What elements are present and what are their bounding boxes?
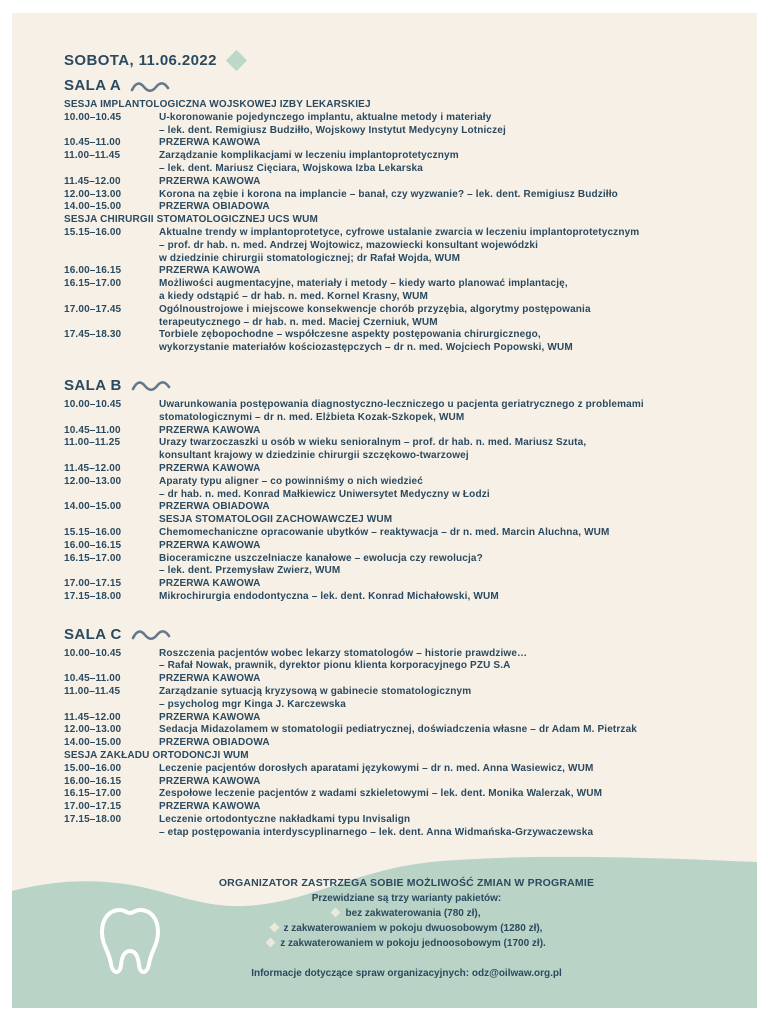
talk-line: PRZERWA KAWOWA (159, 462, 261, 474)
schedule-row (64, 737, 729, 750)
talk-line: PRZERWA KAWOWA (159, 775, 261, 787)
schedule-row (64, 801, 729, 814)
talk-description (159, 578, 729, 591)
talk-line: PRZERWA KAWOWA (159, 673, 261, 685)
talk-line: terapeutycznego – dr hab. n. med. Maciej Czerniuk, WUM (159, 316, 438, 328)
schedule-row (64, 686, 729, 712)
schedule-row (64, 476, 729, 502)
talk-description (159, 399, 729, 425)
talk-line: PRZERWA KAWOWA (159, 539, 261, 551)
talk-time: 10.45–11.00 (64, 424, 121, 436)
schedule-row (64, 578, 729, 591)
talk-line: – lek. dent. Remigiusz Budziłło, Wojskowy Instytut Medycyny Lotniczej (159, 124, 506, 136)
schedule-row (64, 463, 729, 476)
schedule-row (64, 425, 729, 438)
talk-time: 10.00–10.45 (64, 111, 122, 123)
schedule-row (64, 814, 729, 840)
talk-description (159, 227, 729, 265)
talk-line: Zespołowe leczenie pacjentów z wadami szkieletowymi – lek. dent. Monika Walerzak, WUM (159, 788, 603, 800)
talk-description (159, 137, 729, 150)
talk-description (159, 329, 729, 355)
schedule-row (64, 437, 729, 463)
talk-time: 17.00–17.15 (64, 578, 122, 590)
talk-description (159, 673, 729, 686)
rooms-list (64, 77, 729, 840)
schedule-row (64, 189, 729, 202)
contact-info: Informacje dotyczące spraw organizacyjnych: odz@oilwaw.org.pl (251, 968, 562, 979)
talk-line: Zarządzanie sytuacją kryzysową w gabinecie stomatologicznym (159, 686, 472, 698)
talk-time: 16.15–17.00 (64, 788, 122, 800)
diamond-bullet-icon (269, 923, 279, 933)
talk-description (159, 814, 729, 840)
session-heading: SESJA STOMATOLOGII ZACHOWAWCZEJ WUM (159, 514, 393, 526)
schedule-row (64, 591, 729, 604)
packages-intro: Przewidziane są trzy warianty pakietów: (311, 893, 502, 904)
package-item (56, 921, 757, 936)
wave-squiggle-icon (131, 379, 171, 393)
talk-time: 10.45–11.00 (64, 137, 121, 149)
schedule-row (64, 112, 729, 138)
talk-line: PRZERWA KAWOWA (159, 711, 261, 723)
schedule-row (64, 540, 729, 553)
talk-time: 11.45–12.00 (64, 175, 121, 187)
talk-time: 16.15–17.00 (64, 278, 122, 290)
package-label: z zakwaterowaniem w pokoju jednoosobowym (1700 zł). (280, 938, 546, 949)
talk-time: 14.00–15.00 (64, 737, 122, 749)
talk-time: 11.45–12.00 (64, 462, 121, 474)
talk-description (159, 476, 729, 502)
talk-time: 11.00–11.45 (64, 686, 121, 698)
talk-time: 17.15–18.00 (64, 814, 122, 826)
talk-line: Aktualne trendy w implantoprotetyce, cyfrowe ustalanie zwarcia w leczeniu implantoprotetycznym (159, 226, 640, 238)
talk-line: U-koronowanie pojedynczego implantu, aktualne metody i materiały (159, 111, 492, 123)
talk-line: – etap postępowania interdyscyplinarnego – lek. dent. Anna Widmańska-Grzywaczewska (159, 826, 594, 838)
schedule-row (64, 227, 729, 265)
diamond-bullet-icon (331, 908, 341, 918)
room-title (64, 626, 729, 643)
schedule-row (64, 673, 729, 686)
room-schedule (64, 399, 729, 604)
talk-line: PRZERWA KAWOWA (159, 424, 261, 436)
diamond-icon (226, 50, 247, 71)
talk-time: 11.45–12.00 (64, 711, 121, 723)
talk-line: – dr hab. n. med. Konrad Małkiewicz Uniwersytet Medyczny w Łodzi (159, 488, 490, 500)
talk-time: 16.15–17.00 (64, 552, 122, 564)
talk-line: wykorzystanie materiałów kościozastępczych – dr n. med. Wojciech Popowski, WUM (159, 342, 573, 354)
talk-description (159, 112, 729, 138)
talk-time: 15.15–16.00 (64, 226, 122, 238)
footer (12, 856, 757, 1008)
schedule-row (64, 788, 729, 801)
talk-description (159, 553, 729, 579)
schedule-row (64, 724, 729, 737)
talk-line: stomatologicznymi – dr n. med. Elżbieta Kozak-Szkopek, WUM (159, 411, 465, 423)
talk-line: a kiedy odstąpić – dr hab. n. med. Kornel Krasny, WUM (159, 290, 428, 302)
schedule-row (64, 763, 729, 776)
talk-line: Chemomechaniczne opracowanie ubytków – reaktywacja – dr n. med. Marcin Aluchna, WUM (159, 526, 610, 538)
talk-description (159, 176, 729, 189)
talk-line: Torbiele zębopochodne – współczesne aspekty postępowania chirurgicznego, (159, 329, 541, 341)
talk-line: PRZERWA OBIADOWA (159, 737, 270, 749)
schedule-row (64, 712, 729, 725)
schedule-row (64, 329, 729, 355)
talk-time: 10.00–10.45 (64, 647, 122, 659)
room-section (64, 77, 729, 355)
schedule-row (64, 278, 729, 304)
talk-line: PRZERWA KAWOWA (159, 801, 261, 813)
talk-description (159, 540, 729, 553)
talk-line: – lek. dent. Mariusz Cięciara, Wojskowa Izba Lekarska (159, 162, 423, 174)
talk-line: PRZERWA KAWOWA (159, 578, 261, 590)
talk-description (159, 437, 729, 463)
package-label: bez zakwaterowania (780 zł), (345, 908, 481, 919)
session-heading: SESJA IMPLANTOLOGICZNA WOJSKOWEJ IZBY LEKARSKIEJ (64, 99, 371, 110)
talk-line: – prof. dr hab. n. med. Andrzej Wojtowicz, mazowiecki konsultant wojewódzki (159, 239, 539, 251)
room-name: SALA A (64, 77, 122, 94)
room-schedule (64, 99, 729, 355)
talk-time: 11.00–11.25 (64, 437, 121, 449)
talk-description (159, 801, 729, 814)
talk-line: PRZERWA OBIADOWA (159, 501, 270, 513)
room-section (64, 377, 729, 604)
wave-squiggle-icon (130, 80, 170, 94)
talk-line: Możliwości augmentacyjne, materiały i metody – kiedy warto planować implantację, (159, 278, 568, 290)
talk-line: – Rafał Nowak, prawnik, dyrektor pionu klienta korporacyjnego PZU S.A (159, 660, 511, 672)
schedule-row (64, 776, 729, 789)
schedule-row (64, 399, 729, 425)
room-schedule (64, 648, 729, 840)
organizer-notice: ORGANIZATOR ZASTRZEGA SOBIE MOŻLIWOŚĆ ZMIAN W PROGRAMIE (218, 877, 595, 889)
talk-time: 17.15–18.00 (64, 590, 122, 602)
talk-time: 12.00–13.00 (64, 475, 122, 487)
talk-time: 10.00–10.45 (64, 398, 122, 410)
schedule-row (64, 265, 729, 278)
talk-time: 12.00–13.00 (64, 188, 122, 200)
talk-line: Leczenie ortodontyczne nakładkami typu Invisalign (159, 814, 411, 826)
program-card (12, 13, 757, 1008)
schedule-row (64, 176, 729, 189)
session-heading: SESJA CHIRURGII STOMATOLOGICZNEJ UCS WUM (64, 214, 318, 226)
talk-line: Urazy twarzoczaszki u osób w wieku senioralnym – prof. dr hab. n. med. Mariusz Szuta, (159, 437, 587, 449)
talk-line: Bioceramiczne uszczelniacze kanałowe – ewolucja czy rewolucja? (159, 552, 483, 564)
talk-line: w dziedzinie chirurgii stomatologicznej; dr Rafał Wojda, WUM (159, 252, 461, 264)
talk-description (159, 425, 729, 438)
talk-time: 14.00–15.00 (64, 501, 122, 513)
talk-time: 11.00–11.45 (64, 150, 121, 162)
talk-line: konsultant krajowy w dziedzinie chirurgii szczękowo-twarzowej (159, 450, 469, 462)
date-text: SOBOTA, 11.06.2022 (64, 52, 217, 69)
wave-squiggle-icon (131, 628, 171, 642)
room-name: SALA B (64, 376, 122, 394)
package-item (56, 936, 757, 951)
talk-description (159, 201, 729, 214)
schedule-row (64, 150, 729, 176)
talk-time: 17.45–18.30 (64, 329, 122, 341)
talk-description (159, 463, 729, 476)
talk-description (159, 591, 729, 604)
talk-description (159, 712, 729, 725)
talk-line: Zarządzanie komplikacjami w leczeniu implantoprotetycznym (159, 150, 459, 162)
packages-list (56, 906, 757, 951)
room-title (64, 77, 729, 94)
talk-line: Korona na zębie i korona na implancie – banał, czy wyzwanie? – lek. dent. Remigiusz Budziłło (159, 188, 618, 200)
talk-time: 15.00–16.00 (64, 762, 122, 774)
talk-time: 16.00–16.15 (64, 775, 122, 787)
session-heading: SESJA ZAKŁADU ORTODONCJI WUM (64, 750, 249, 762)
diamond-bullet-icon (266, 938, 276, 948)
talk-line: Ogólnoustrojowe i miejscowe konsekwencje chorób przyzębia, algorytmy postępowania (159, 303, 591, 315)
talk-line: Mikrochirurgia endodontyczna – lek. dent. Konrad Michałowski, WUM (159, 590, 499, 602)
talk-description (159, 686, 729, 712)
room-name: SALA C (64, 625, 122, 643)
talk-description (159, 189, 729, 202)
talk-time: 16.00–16.15 (64, 539, 122, 551)
program-content (12, 13, 757, 840)
talk-time: 16.00–16.15 (64, 265, 122, 277)
talk-description (159, 150, 729, 176)
talk-time: 12.00–13.00 (64, 724, 122, 736)
talk-description (159, 265, 729, 278)
schedule-row (64, 304, 729, 330)
schedule-row (64, 137, 729, 150)
talk-time: 17.00–17.45 (64, 303, 122, 315)
schedule-row (64, 201, 729, 214)
footer-text-block (12, 876, 757, 981)
schedule-row (64, 553, 729, 579)
talk-description (159, 737, 729, 750)
talk-description (159, 776, 729, 789)
schedule-row (64, 501, 729, 514)
talk-time: 14.00–15.00 (64, 201, 122, 213)
talk-time: 17.00–17.15 (64, 801, 122, 813)
talk-description (159, 304, 729, 330)
package-item (56, 906, 757, 921)
schedule-row (64, 648, 729, 674)
room-section (64, 626, 729, 840)
talk-time: 15.15–16.00 (64, 526, 122, 538)
talk-description (159, 648, 729, 674)
talk-line: – psycholog mgr Kinga J. Karczewska (159, 698, 346, 710)
talk-line: Aparaty typu aligner – co powinniśmy o nich wiedzieć (159, 475, 423, 487)
talk-line: PRZERWA KAWOWA (159, 137, 261, 149)
talk-line: PRZERWA KAWOWA (159, 175, 261, 187)
talk-description (159, 501, 729, 514)
room-title (64, 377, 729, 394)
talk-description (159, 527, 729, 540)
date-heading (64, 52, 729, 69)
talk-time: 10.45–11.00 (64, 673, 121, 685)
talk-description (159, 724, 729, 737)
talk-description (159, 763, 729, 776)
talk-line: Sedacja Midazolamem w stomatologii pediatrycznej, doświadczenia własne – dr Adam M. Pietrzak (159, 724, 638, 736)
talk-description (159, 788, 729, 801)
schedule-row (64, 527, 729, 540)
talk-line: Leczenie pacjentów dorosłych aparatami językowymi – dr n. med. Anna Wasiewicz, WUM (159, 762, 594, 774)
talk-line: Uwarunkowania postępowania diagnostyczno-leczniczego u pacjenta geriatrycznego z problemami (159, 398, 644, 410)
package-label: z zakwaterowaniem w pokoju dwuosobowym (1280 zł), (283, 923, 543, 934)
talk-line: Roszczenia pacjentów wobec lekarzy stomatologów – historie prawdziwe… (159, 647, 528, 659)
talk-line: PRZERWA OBIADOWA (159, 201, 270, 213)
talk-description (159, 278, 729, 304)
talk-line: PRZERWA KAWOWA (159, 265, 261, 277)
talk-line: – lek. dent. Przemysław Zwierz, WUM (159, 565, 341, 577)
